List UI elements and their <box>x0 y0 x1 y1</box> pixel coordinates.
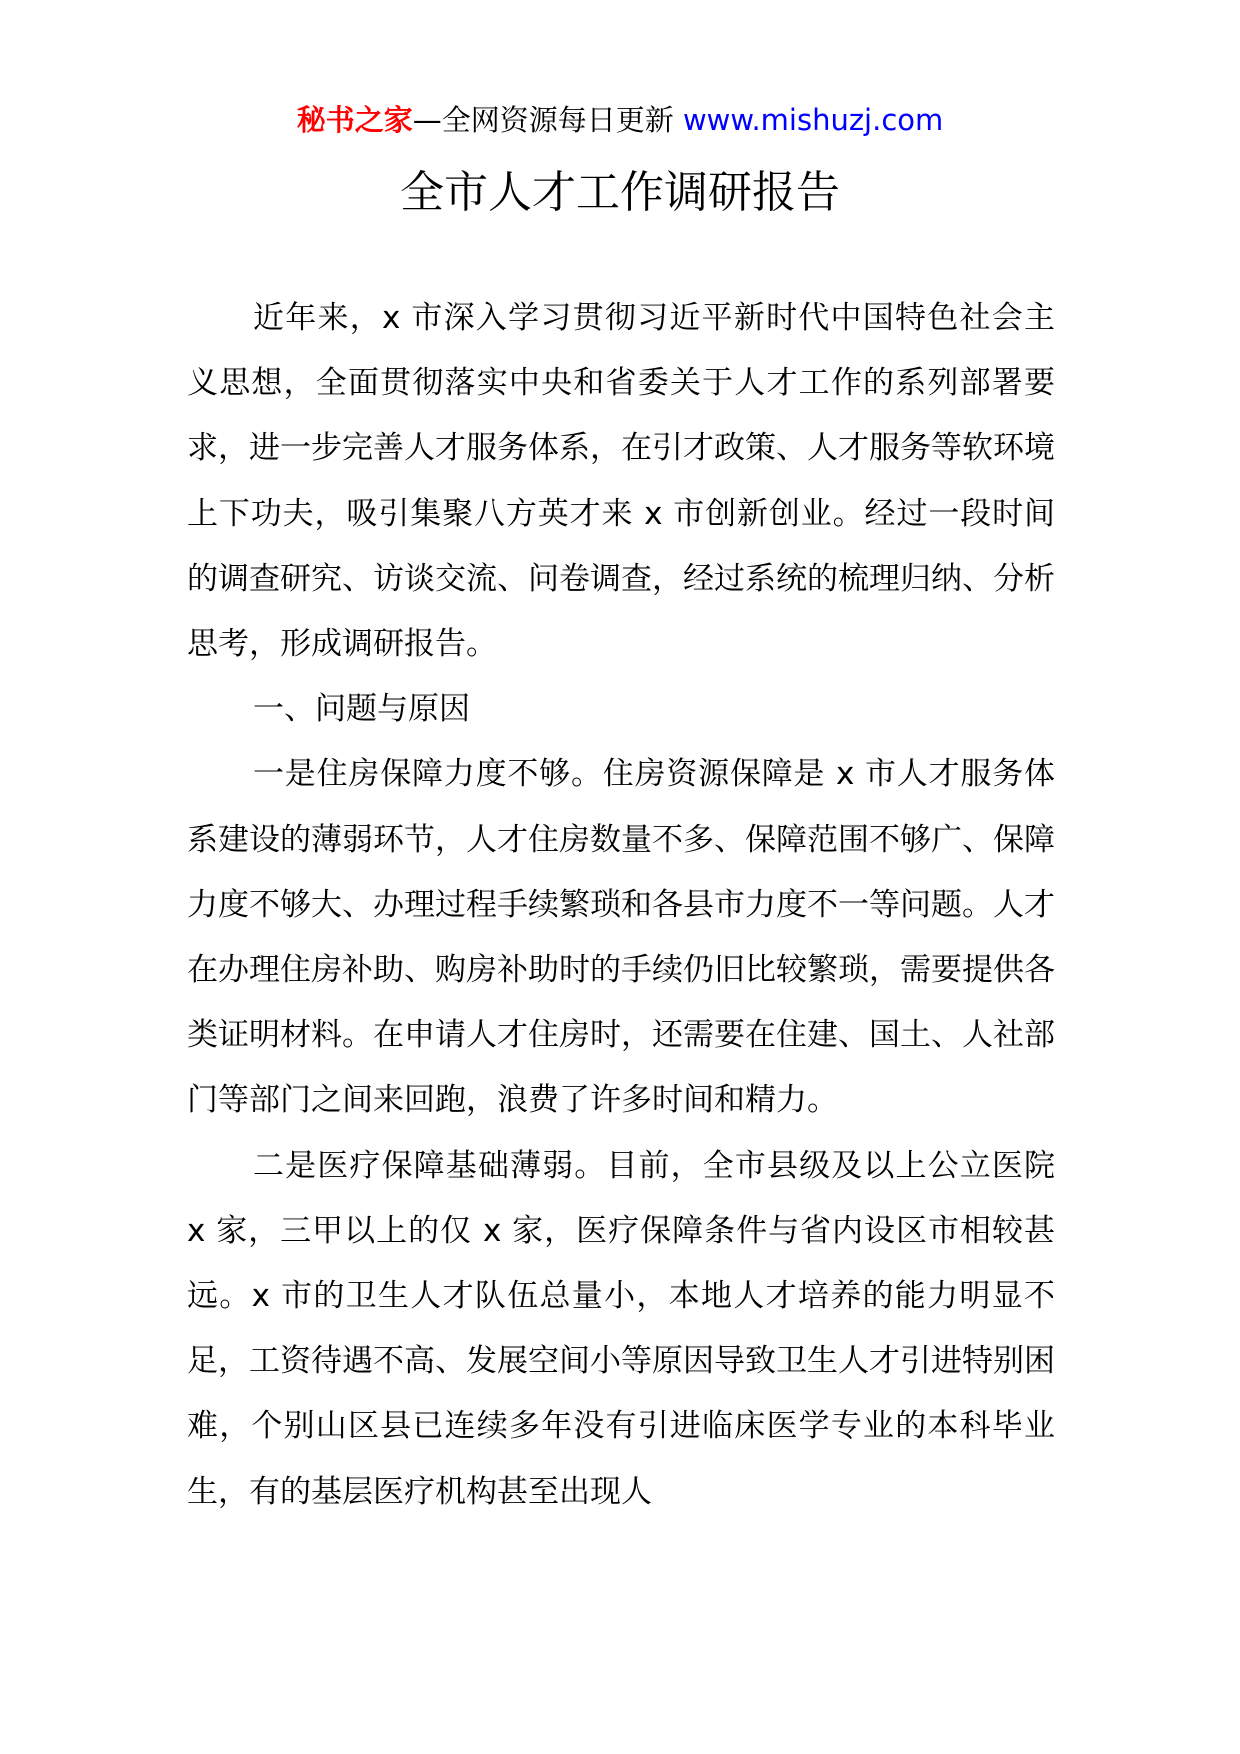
site-header <box>0 100 1240 140</box>
brand-name: 秘书之家 <box>296 103 413 137</box>
document-body <box>187 286 1055 1525</box>
housing-paragraph: 一是住房保障力度不够。住房资源保障是 x 市人才服务体系建设的薄弱环节，人才住房数量不多、保障范围不够广、保障力度不够大、办理过程手续繁琐和各县市力度不一等问题。人才在办理住房补助、购房补助时的手续仍旧比较繁琐，需要提供各类证明材料。在申请人才住房时，还需要在住建、国土、人社部门等部门之间来回跑，浪费了许多时间和精力。 <box>187 756 1055 1119</box>
document-title: 全市人才工作调研报告 <box>400 167 840 218</box>
website-link[interactable]: www.mishuzj.com <box>682 103 944 137</box>
header-tagline: —全网资源每日更新 <box>412 103 674 137</box>
medical-paragraph: 二是医疗保障基础薄弱。目前，全市县级及以上公立医院 x 家，三甲以上的仅 x 家，医疗保障条件与省内设区市相较甚远。x 市的卫生人才队伍总量小，本地人才培养的能力明显不足，工资待遇不高、发展空间小等原因导致卫生人才引进特别困难，个别山区县已连续多年没有引进临床医学专业的本科毕业生，有的基层医疗机构甚至出现人 <box>187 1147 1055 1510</box>
intro-paragraph: 近年来，x 市深入学习贯彻习近平新时代中国特色社会主义思想，全面贯彻落实中央和省委关于人才工作的系列部署要求，进一步完善人才服务体系，在引才政策、人才服务等软环境上下功夫，吸引集聚八方英才来 x 市创新创业。经过一段时间的调查研究、访谈交流、问卷调查，经过系统的梳理归纳、分析思考，形成调研报告。 <box>187 300 1055 663</box>
section-heading: 一、问题与原因 <box>253 691 470 728</box>
